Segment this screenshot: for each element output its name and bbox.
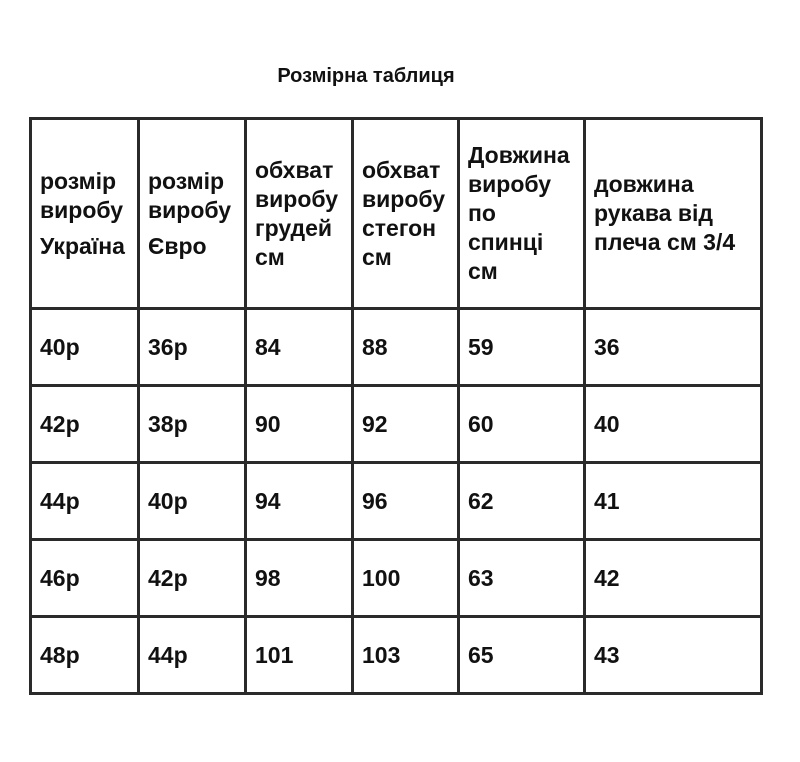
- header-line: виробу: [148, 196, 232, 223]
- table-row: [31, 386, 762, 463]
- cell-chest: 94: [246, 463, 353, 540]
- header-line: см: [468, 258, 498, 284]
- header-line: Україна: [40, 232, 125, 259]
- size-table: [29, 117, 763, 695]
- header-line: по: [468, 200, 496, 226]
- cell-back-length: 63: [459, 540, 585, 617]
- cell-chest: 84: [246, 309, 353, 386]
- header-line: грудей: [255, 214, 333, 241]
- cell-sleeve-length: 42: [585, 540, 762, 617]
- header-line: Євро: [148, 232, 207, 259]
- header-line: спинці: [468, 229, 544, 255]
- cell-sleeve-length: 40: [585, 386, 762, 463]
- cell-back-length: 59: [459, 309, 585, 386]
- table-row: [31, 463, 762, 540]
- cell-size-ua: 48р: [31, 617, 139, 694]
- header-line: виробу: [468, 171, 552, 197]
- header-line: см: [255, 243, 285, 270]
- cell-size-eu: 40р: [139, 463, 246, 540]
- cell-hips: 88: [353, 309, 459, 386]
- cell-chest: 101: [246, 617, 353, 694]
- cell-size-eu: 36р: [139, 309, 246, 386]
- header-line: плеча см 3/4: [594, 229, 736, 255]
- header-line: стегон: [362, 214, 437, 241]
- table-row: [31, 309, 762, 386]
- cell-sleeve-length: 36: [585, 309, 762, 386]
- cell-hips: 92: [353, 386, 459, 463]
- cell-chest: 98: [246, 540, 353, 617]
- cell-hips: 103: [353, 617, 459, 694]
- cell-back-length: 62: [459, 463, 585, 540]
- table-header-row: [31, 119, 762, 309]
- header-line: виробу: [255, 185, 339, 212]
- cell-hips: 96: [353, 463, 459, 540]
- header-size-ua: [31, 119, 139, 309]
- cell-size-ua: 46р: [31, 540, 139, 617]
- header-chest: [246, 119, 353, 309]
- header-line: виробу: [40, 196, 124, 223]
- cell-sleeve-length: 43: [585, 617, 762, 694]
- header-line: обхват: [255, 156, 334, 183]
- header-line: рукава від: [594, 200, 713, 226]
- cell-size-ua: 42р: [31, 386, 139, 463]
- header-line: розмір: [40, 167, 117, 194]
- cell-back-length: 60: [459, 386, 585, 463]
- header-sleeve-length: [585, 119, 762, 309]
- cell-hips: 100: [353, 540, 459, 617]
- cell-chest: 90: [246, 386, 353, 463]
- header-line: см: [362, 243, 392, 270]
- table-row: [31, 540, 762, 617]
- header-back-length: [459, 119, 585, 309]
- page-title: Розмірна таблиця: [277, 65, 455, 87]
- cell-size-ua: 44р: [31, 463, 139, 540]
- header-line: виробу: [362, 185, 446, 212]
- cell-size-eu: 44р: [139, 617, 246, 694]
- table-row: [31, 617, 762, 694]
- cell-back-length: 65: [459, 617, 585, 694]
- header-line: обхват: [362, 156, 441, 183]
- cell-size-ua: 40р: [31, 309, 139, 386]
- header-hips: [353, 119, 459, 309]
- header-line: довжина: [594, 171, 694, 197]
- header-line: розмір: [148, 167, 225, 194]
- cell-size-eu: 38р: [139, 386, 246, 463]
- cell-sleeve-length: 41: [585, 463, 762, 540]
- header-size-eu: [139, 119, 246, 309]
- cell-size-eu: 42р: [139, 540, 246, 617]
- header-line: Довжина: [468, 142, 570, 168]
